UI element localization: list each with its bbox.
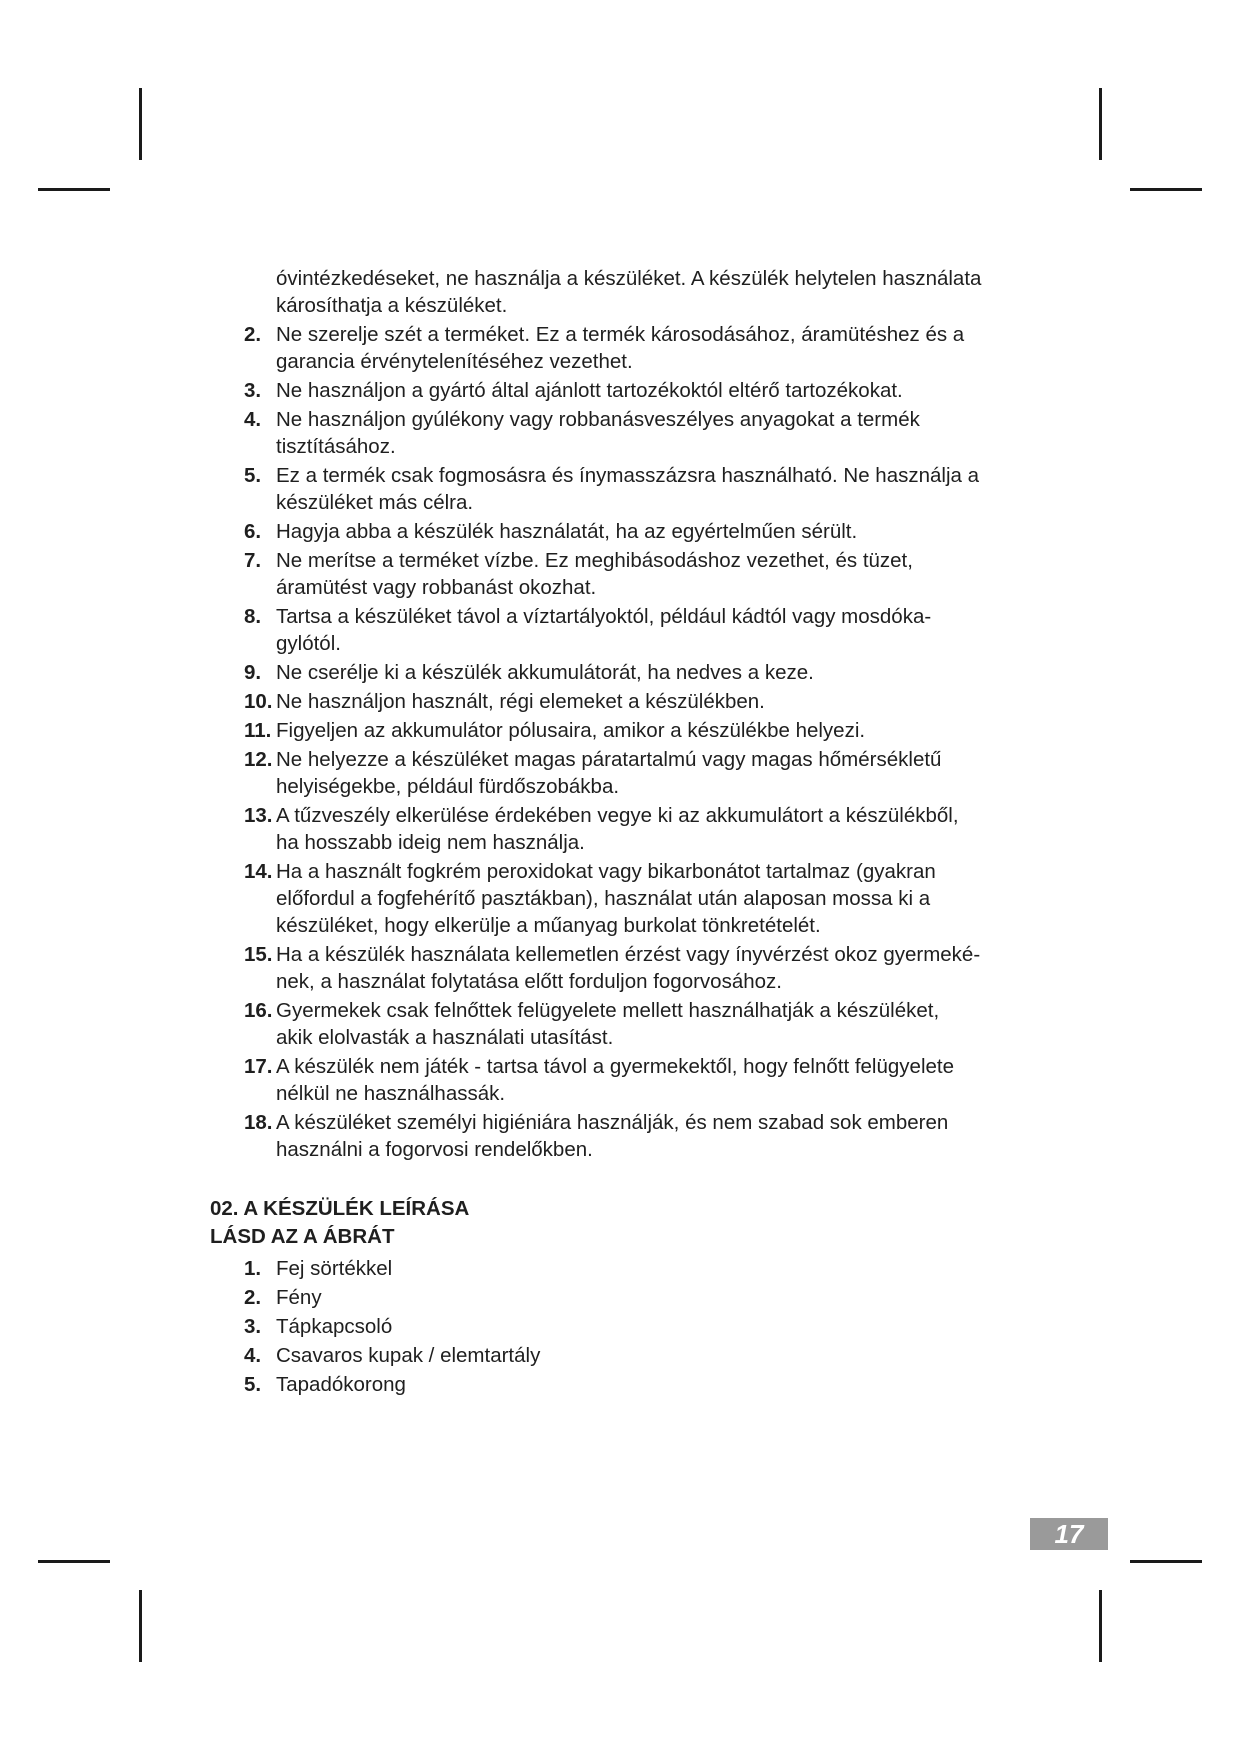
crop-mark-top-left-horizontal [38, 188, 110, 191]
item-number: 8. [244, 605, 262, 628]
intro-continuation [210, 265, 1040, 319]
section-title: 02. A KÉSZÜLÉK LEÍRÁSA [210, 1197, 470, 1220]
item-number: 14. [244, 860, 273, 883]
part-label: Csavaros kupak / elemtartály [276, 1344, 541, 1367]
part-number: 2. [244, 1286, 262, 1309]
safety-item [210, 462, 1040, 516]
item-line: A készülék nem játék - tartsa távol a gyermekektől, hogy felnőtt felügyelete [276, 1055, 954, 1078]
item-number: 5. [244, 464, 262, 487]
crop-mark-top-left-vertical [139, 88, 142, 160]
crop-mark-bottom-left-vertical [139, 1590, 142, 1662]
part-label: Fej sörtékkel [276, 1257, 393, 1280]
item-number: 12. [244, 748, 273, 771]
item-number: 18. [244, 1111, 273, 1134]
part-number: 1. [244, 1257, 262, 1280]
item-line: áramütést vagy robbanást okozhat. [276, 576, 597, 599]
item-line: garancia érvénytelenítéséhez vezethet. [276, 350, 633, 373]
safety-item [210, 603, 1040, 657]
item-number: 15. [244, 943, 273, 966]
safety-item [210, 1053, 1040, 1107]
section-subtitle: LÁSD AZ A ÁBRÁT [210, 1225, 395, 1248]
safety-item [210, 746, 1040, 800]
part-label: Tapadókorong [276, 1373, 406, 1396]
part-number: 5. [244, 1373, 262, 1396]
item-line: Hagyja abba a készülék használatát, ha az egyértelműen sérült. [276, 520, 858, 543]
item-number: 6. [244, 520, 262, 543]
intro-line: óvintézkedéseket, ne használja a készüléket. A készülék helytelen használata [276, 267, 982, 290]
item-line: A készüléket személyi higiéniára használják, és nem szabad sok emberen [276, 1111, 949, 1134]
safety-list [210, 321, 1040, 1163]
item-number: 11. [244, 719, 272, 742]
safety-item [210, 941, 1040, 995]
item-line: akik elolvasták a használati utasítást. [276, 1026, 614, 1049]
item-line: előfordul a fogfehérítő pasztákban), használat után alaposan mossa ki a [276, 887, 931, 910]
part-number: 3. [244, 1315, 262, 1338]
safety-item [210, 659, 1040, 686]
item-line: Tartsa a készüléket távol a víztartályoktól, például kádtól vagy mosdóka- [276, 605, 932, 628]
item-line: Ne merítse a terméket vízbe. Ez meghibásodáshoz vezethet, és tüzet, [276, 549, 913, 572]
item-line: helyiségekbe, például fürdőszobákba. [276, 775, 620, 798]
crop-mark-bottom-left-horizontal [38, 1560, 110, 1563]
item-line: ha hosszabb ideig nem használja. [276, 831, 585, 854]
item-line: Ha a készülék használata kellemetlen érzést vagy ínyvérzést okoz gyermeké- [276, 943, 981, 966]
item-line: gylótól. [276, 632, 341, 655]
intro-line: károsíthatja a készüléket. [276, 294, 508, 317]
item-line: Ne cserélje ki a készülék akkumulátorát, ha nedves a keze. [276, 661, 814, 684]
item-line: Gyermekek csak felnőttek felügyelete mellett használhatják a készüléket, [276, 999, 940, 1022]
item-number: 4. [244, 408, 262, 431]
safety-item [210, 858, 1040, 939]
item-line: Ez a termék csak fogmosásra és ínymasszázsra használható. Ne használja a [276, 464, 980, 487]
crop-mark-bottom-right-vertical [1099, 1590, 1102, 1662]
parts-list [210, 1255, 1040, 1399]
part-item [210, 1255, 1040, 1283]
item-line: nek, a használat folytatása előtt forduljon fogorvosához. [276, 970, 782, 993]
safety-item [210, 717, 1040, 744]
item-line: Ne használjon a gyártó által ajánlott tartozékoktól eltérő tartozékokat. [276, 379, 903, 402]
item-number: 9. [244, 661, 262, 684]
item-line: Ha a használt fogkrém peroxidokat vagy bikarbonátot tartalmaz (gyakran [276, 860, 936, 883]
device-description-section [210, 1195, 1040, 1399]
item-line: nélkül ne használhassák. [276, 1082, 506, 1105]
safety-item [210, 688, 1040, 715]
item-number: 17. [244, 1055, 273, 1078]
part-label: Fény [276, 1286, 322, 1309]
item-line: tisztításához. [276, 435, 396, 458]
part-number: 4. [244, 1344, 262, 1367]
item-line: készüléket, hogy elkerülje a műanyag burkolat tönkretételét. [276, 914, 821, 937]
part-label: Tápkapcsoló [276, 1315, 393, 1338]
safety-item [210, 518, 1040, 545]
item-line: készüléket más célra. [276, 491, 474, 514]
safety-item [210, 1109, 1040, 1163]
safety-item [210, 997, 1040, 1051]
safety-item [210, 802, 1040, 856]
part-item [210, 1371, 1040, 1399]
item-number: 3. [244, 379, 262, 402]
crop-mark-top-right-horizontal [1130, 188, 1202, 191]
part-item [210, 1342, 1040, 1370]
item-line: Ne használjon gyúlékony vagy robbanásveszélyes anyagokat a termék [276, 408, 920, 431]
page-number: 17 [1030, 1518, 1108, 1550]
safety-item [210, 547, 1040, 601]
item-line: A tűzveszély elkerülése érdekében vegye ki az akkumulátort a készülékből, [276, 804, 959, 827]
part-item [210, 1313, 1040, 1341]
item-line: Ne szerelje szét a terméket. Ez a termék károsodásához, áramütéshez és a [276, 323, 965, 346]
item-line: Ne helyezze a készüléket magas páratartalmú vagy magas hőmérsékletű [276, 748, 942, 771]
item-number: 2. [244, 323, 262, 346]
item-number: 7. [244, 549, 262, 572]
safety-item [210, 406, 1040, 460]
item-number: 13. [244, 804, 273, 827]
item-line: Ne használjon használt, régi elemeket a készülékben. [276, 690, 765, 713]
crop-mark-top-right-vertical [1099, 88, 1102, 160]
item-line: használni a fogorvosi rendelőkben. [276, 1138, 593, 1161]
item-number: 10. [244, 690, 273, 713]
item-number: 16. [244, 999, 273, 1022]
page-content [210, 265, 1040, 1400]
crop-mark-bottom-right-horizontal [1130, 1560, 1202, 1563]
item-line: Figyeljen az akkumulátor pólusaira, amikor a készülékbe helyezi. [276, 719, 866, 742]
part-item [210, 1284, 1040, 1312]
safety-item [210, 321, 1040, 375]
safety-item [210, 377, 1040, 404]
